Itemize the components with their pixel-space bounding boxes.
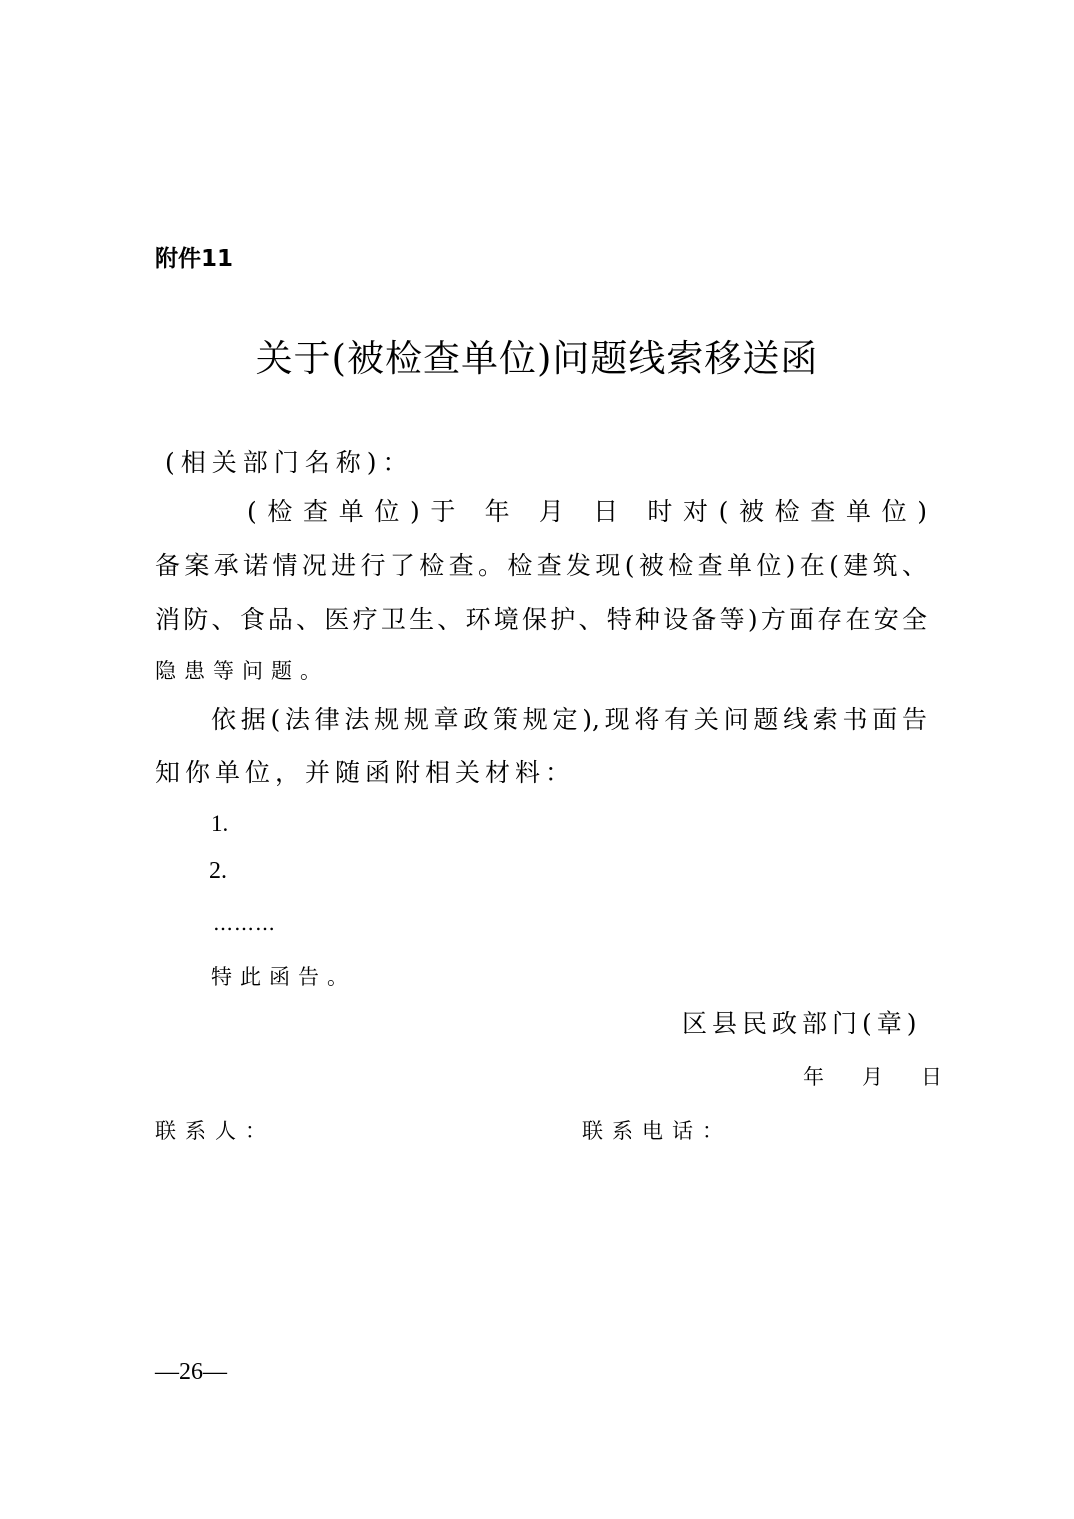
paragraph-1-line-1: (检查单位)于 年 月 日 时对(被检查单位) xyxy=(247,497,927,526)
paragraph-1-line-2: 备案承诺情况进行了检查。检查发现(被检查单位)在(建筑、 xyxy=(155,551,927,580)
list-ellipsis: ……… xyxy=(213,911,276,935)
page-number: —26— xyxy=(155,1359,227,1385)
attachment-label: 附件11 xyxy=(155,246,234,272)
date-day: 日 xyxy=(921,1065,942,1089)
attachment-item-2: 2. xyxy=(209,858,227,884)
document-title: 关于(被检查单位)问题线索移送函 xyxy=(255,337,819,380)
paragraph-1-line-3: 消防、食品、医疗卫生、环境保护、特种设备等)方面存在安全 xyxy=(155,605,927,634)
issuer-seal-line: 区县民政部门(章) xyxy=(682,1009,922,1038)
date-line xyxy=(803,1062,942,1092)
paragraph-1-line-4: 隐患等问题。 xyxy=(155,659,329,683)
salutation: (相关部门名称)： xyxy=(165,448,414,477)
contact-person-label: 联系人： xyxy=(155,1119,275,1143)
closing-remark: 特此函告。 xyxy=(211,965,356,989)
attachment-item-1: 1. xyxy=(211,811,229,836)
contact-phone-label: 联系电话： xyxy=(582,1119,732,1143)
paragraph-2-line-2: 知你单位，并随函附相关材料： xyxy=(155,758,576,787)
date-year: 年 xyxy=(803,1065,824,1089)
date-month: 月 xyxy=(862,1065,883,1089)
paragraph-2-line-1: 依据(法律法规规章政策规定),现将有关问题线索书面告 xyxy=(211,705,927,734)
